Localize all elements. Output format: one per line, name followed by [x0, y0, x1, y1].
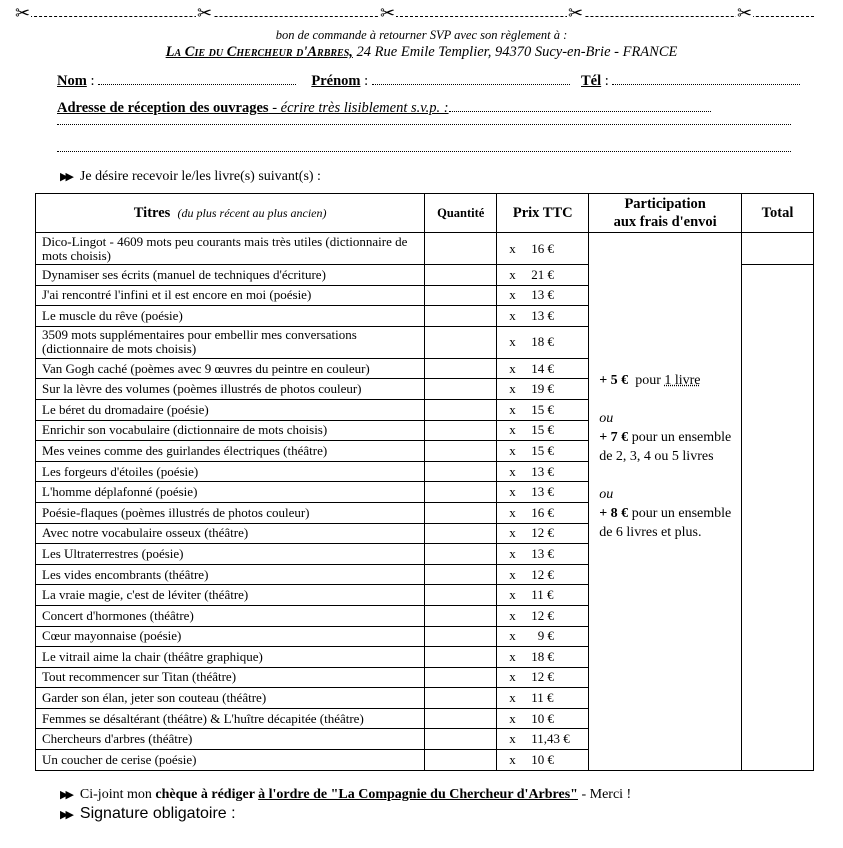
quantity-cell[interactable] [425, 326, 497, 358]
price-value: 15 € [531, 422, 554, 438]
price-value: 13 € [531, 307, 554, 323]
price-prefix: x [509, 545, 516, 561]
price-cell [497, 523, 589, 544]
price-cell [497, 482, 589, 503]
price-cell [497, 265, 589, 286]
price-prefix: x [509, 587, 516, 603]
total-cell[interactable] [742, 265, 814, 771]
price-prefix: x [509, 307, 516, 323]
book-title: Tout recommencer sur Titan (théâtre) [36, 667, 425, 688]
total-cell[interactable] [742, 233, 814, 265]
scissors-icon: ✂ [197, 3, 213, 23]
book-title: Les forgeurs d'étoiles (poésie) [36, 461, 425, 482]
col-shipping-header: Participation aux frais d'envoi [589, 194, 742, 233]
col-quantity-header: Quantité [425, 194, 497, 233]
price-value: 19 € [531, 381, 554, 397]
price-cell [497, 399, 589, 420]
price-prefix: x [509, 751, 516, 767]
book-title: Poésie-flaques (poèmes illustrés de photos couleur) [36, 502, 425, 523]
intro-text: Je désire recevoir le/les livre(s) suivant(s) : [79, 169, 321, 184]
adresse-label: Adresse de réception des ouvrages [57, 100, 269, 116]
prenom-label: Prénom [311, 73, 361, 89]
scissors-icon: ✂ [737, 3, 753, 23]
price-value: 12 € [531, 607, 554, 623]
quantity-cell[interactable] [425, 647, 497, 668]
book-title: Femmes se désaltérant (théâtre) & L'huître décapitée (théâtre) [36, 708, 425, 729]
price-value: 12 € [531, 525, 554, 541]
price-value: 10 € [531, 751, 554, 767]
company-name: La Cie du Chercheur d'Arbres, [165, 44, 353, 60]
double-arrow-icon: ▶▶ [60, 171, 71, 183]
book-title: Un coucher de cerise (poésie) [36, 750, 425, 771]
price-prefix: x [509, 240, 516, 256]
quantity-cell[interactable] [425, 285, 497, 306]
price-value: 9 € [531, 628, 554, 644]
tel-field[interactable] [612, 72, 800, 85]
quantity-cell[interactable] [425, 233, 497, 265]
return-instruction: bon de commande à retourner SVP avec son règlement à : [275, 28, 568, 42]
book-title: Concert d'hormones (théâtre) [36, 605, 425, 626]
price-value: 11,43 € [531, 731, 570, 747]
quantity-cell[interactable] [425, 605, 497, 626]
price-cell [497, 285, 589, 306]
price-prefix: x [509, 566, 516, 582]
price-value: 16 € [531, 504, 554, 520]
quantity-cell[interactable] [425, 461, 497, 482]
double-arrow-icon: ▶▶ [60, 809, 71, 821]
price-cell [497, 306, 589, 327]
price-prefix: x [509, 334, 516, 350]
book-title: Van Gogh caché (poèmes avec 9 œuvres du peintre en couleur) [36, 358, 425, 379]
quantity-cell[interactable] [425, 544, 497, 565]
price-prefix: x [509, 484, 516, 500]
quantity-cell[interactable] [425, 523, 497, 544]
book-title: Dico-Lingot - 4609 mots peu courants mais très utiles (dictionnaire de mots choisis) [36, 233, 425, 265]
price-prefix: x [509, 628, 516, 644]
address-text: 24 Rue Emile Templier, 94370 Sucy-en-Brie - FRANCE [352, 44, 678, 60]
quantity-cell[interactable] [425, 399, 497, 420]
price-prefix: x [509, 710, 516, 726]
adresse-field-line-3[interactable] [57, 151, 791, 152]
price-cell [497, 647, 589, 668]
price-value: 13 € [531, 545, 554, 561]
price-value: 10 € [531, 710, 554, 726]
price-cell [497, 326, 589, 358]
order-table [35, 193, 814, 771]
price-value: 13 € [531, 484, 554, 500]
price-prefix: x [509, 525, 516, 541]
intro-line [60, 169, 321, 185]
quantity-cell[interactable] [425, 708, 497, 729]
quantity-cell[interactable] [425, 441, 497, 462]
col-titles-note: (du plus récent au plus ancien) [177, 205, 327, 220]
identity-line: Nom : Prénom : Tél : [57, 72, 800, 90]
adresse-note: - écrire très lisiblement s.v.p. : [268, 100, 449, 116]
nom-label: Nom [57, 73, 87, 89]
price-prefix: x [509, 442, 516, 458]
book-title: Les Ultraterrestres (poésie) [36, 544, 425, 565]
book-title: Le béret du dromadaire (poésie) [36, 399, 425, 420]
price-prefix: x [509, 731, 516, 747]
price-cell [497, 605, 589, 626]
price-cell [497, 729, 589, 750]
price-prefix: x [509, 381, 516, 397]
price-value: 11 € [531, 587, 554, 603]
col-price-header: Prix TTC [497, 194, 589, 233]
price-value: 15 € [531, 442, 554, 458]
signature-label: Signature obligatoire : [79, 805, 236, 822]
price-cell [497, 233, 589, 265]
quantity-cell[interactable] [425, 420, 497, 441]
price-value: 18 € [531, 334, 554, 350]
price-prefix: x [509, 266, 516, 282]
book-title: 3509 mots supplémentaires pour embellir mes conversations (dictionnaire de mots choisis) [36, 326, 425, 358]
quantity-cell[interactable] [425, 306, 497, 327]
price-cell [497, 441, 589, 462]
price-value: 11 € [531, 690, 554, 706]
quantity-cell[interactable] [425, 265, 497, 286]
table-row [36, 233, 814, 265]
price-cell [497, 461, 589, 482]
book-title: Les vides encombrants (théâtre) [36, 564, 425, 585]
price-prefix: x [509, 360, 516, 376]
book-title: Cœur mayonnaise (poésie) [36, 626, 425, 647]
price-prefix: x [509, 401, 516, 417]
payment-line: ▶▶ Ci-joint mon chèque à rédiger à l'ordre de "La Compagnie du Chercheur d'Arbres" - Merci ! [60, 787, 632, 802]
quantity-cell[interactable] [425, 358, 497, 379]
col-total-header: Total [742, 194, 814, 233]
book-title: J'ai rencontré l'infini et il est encore en moi (poésie) [36, 285, 425, 306]
company-address [0, 44, 843, 61]
quantity-cell[interactable] [425, 667, 497, 688]
book-title: Mes veines comme des guirlandes électriques (théâtre) [36, 441, 425, 462]
price-value: 16 € [531, 240, 554, 256]
price-cell [497, 544, 589, 565]
quantity-cell[interactable] [425, 729, 497, 750]
price-cell [497, 564, 589, 585]
price-prefix: x [509, 504, 516, 520]
dashed-line [14, 16, 814, 17]
signature-line [60, 805, 236, 823]
adresse-field-line-2[interactable] [57, 124, 791, 125]
price-value: 12 € [531, 669, 554, 685]
quantity-cell[interactable] [425, 585, 497, 606]
price-prefix: x [509, 648, 516, 664]
price-prefix: x [509, 690, 516, 706]
price-value: 14 € [531, 360, 554, 376]
price-cell [497, 688, 589, 709]
quantity-cell[interactable] [425, 564, 497, 585]
price-prefix: x [509, 463, 516, 479]
price-cell [497, 379, 589, 400]
book-title: L'homme déplafonné (poésie) [36, 482, 425, 503]
book-title: Enrichir son vocabulaire (dictionnaire de mots choisis) [36, 420, 425, 441]
book-title: Le muscle du rêve (poésie) [36, 306, 425, 327]
price-cell [497, 358, 589, 379]
price-cell [497, 667, 589, 688]
adresse-field[interactable] [449, 99, 711, 112]
price-cell [497, 708, 589, 729]
scissors-icon: ✂ [568, 3, 584, 23]
price-cell [497, 502, 589, 523]
quantity-cell[interactable] [425, 502, 497, 523]
price-prefix: x [509, 287, 516, 303]
table-header-row [36, 194, 814, 233]
quantity-cell[interactable] [425, 379, 497, 400]
quantity-cell[interactable] [425, 750, 497, 771]
price-cell [497, 626, 589, 647]
book-title: Le vitrail aime la chair (théâtre graphique) [36, 647, 425, 668]
price-cell [497, 750, 589, 771]
price-prefix: x [509, 422, 516, 438]
tel-label: Tél [581, 73, 602, 89]
price-cell [497, 420, 589, 441]
price-prefix: x [509, 607, 516, 623]
price-value: 21 € [531, 266, 554, 282]
cut-line [14, 3, 814, 24]
book-title: Dynamiser ses écrits (manuel de techniques d'écriture) [36, 265, 425, 286]
book-title: La vraie magie, c'est de léviter (théâtre) [36, 585, 425, 606]
price-value: 13 € [531, 287, 554, 303]
price-value: 12 € [531, 566, 554, 582]
col-titles-header: Titres (du plus récent au plus ancien) [36, 194, 425, 233]
price-value: 18 € [531, 648, 554, 664]
quantity-cell[interactable] [425, 626, 497, 647]
double-arrow-icon: ▶▶ [60, 789, 71, 801]
book-title: Avec notre vocabulaire osseux (théâtre) [36, 523, 425, 544]
scissors-icon: ✂ [380, 3, 396, 23]
price-cell [497, 585, 589, 606]
scissors-icon: ✂ [15, 3, 31, 23]
quantity-cell[interactable] [425, 688, 497, 709]
shipping-cell: + 5 € pour 1 livre ou + 7 € pour un ensemble de 2, 3, 4 ou 5 livres ou + 8 € pour un ensemble de 6 livres et plus. [589, 233, 742, 771]
price-value: 15 € [531, 401, 554, 417]
prenom-field[interactable] [372, 72, 570, 85]
book-title: Sur la lèvre des volumes (poèmes illustrés de photos couleur) [36, 379, 425, 400]
book-title: Chercheurs d'arbres (théâtre) [36, 729, 425, 750]
price-prefix: x [509, 669, 516, 685]
address-line [57, 99, 711, 117]
quantity-cell[interactable] [425, 482, 497, 503]
price-value: 13 € [531, 463, 554, 479]
nom-field[interactable] [98, 72, 296, 85]
book-title: Garder son élan, jeter son couteau (théâtre) [36, 688, 425, 709]
